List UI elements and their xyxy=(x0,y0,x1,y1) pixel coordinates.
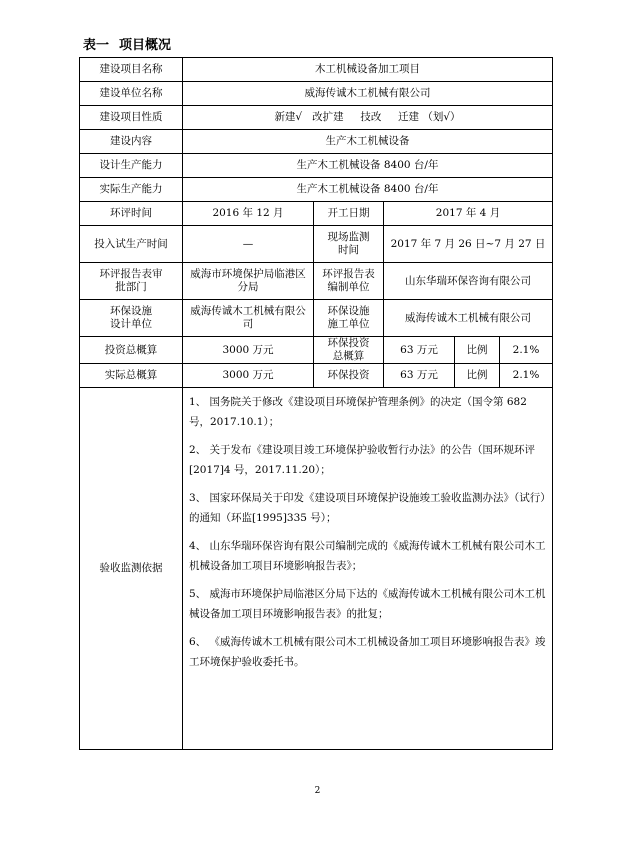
table-row xyxy=(80,300,553,337)
basis-item: 1、 国务院关于修改《建设项目环境保护管理条例》的决定（国令第 682 号，2017.10.1）； xyxy=(189,396,527,428)
value-cell: 威海传诚木工机械有限公司 xyxy=(183,82,553,106)
table-row xyxy=(80,226,553,263)
page-number: 2 xyxy=(314,786,321,796)
value-cell: 2.1% xyxy=(500,364,553,388)
value-cell: 威海传诚木工机械有限公司 xyxy=(183,300,314,337)
label-cell: 环保设施施工单位 xyxy=(314,300,384,337)
basis-label: 验收监测依据 xyxy=(80,388,183,750)
basis-item: 6、 《威海传诚木工机械有限公司木工机械设备加工项目环境影响报告表》竣工环境保护验收委托书。 xyxy=(189,636,546,668)
value-cell: 木工机械设备加工项目 xyxy=(183,58,553,82)
label-cell: 环保设施设计单位 xyxy=(80,300,183,337)
table-row xyxy=(80,178,553,202)
label-cell: 实际总概算 xyxy=(80,364,183,388)
basis-item: 4、 山东华瑞环保咨询有限公司编制完成的《威海传诚木工机械有限公司木工机械设备加工项目环境影响报告表》； xyxy=(189,540,546,572)
basis-item: 2、 关于发布《建设项目竣工环境保护验收暂行办法》的公告（国环规环评[2017]4 号，2017.11.20）； xyxy=(189,444,536,476)
value-cell: — xyxy=(183,226,314,263)
value-cell: 生产木工机械设备 8400 台/年 xyxy=(183,178,553,202)
value-cell: 3000 万元 xyxy=(183,337,314,364)
value-cell: 63 万元 xyxy=(384,337,455,364)
table-row xyxy=(80,106,553,130)
table-row xyxy=(80,58,553,82)
label-cell: 建设项目名称 xyxy=(80,58,183,82)
label-cell: 比例 xyxy=(455,337,500,364)
table-row xyxy=(80,202,553,226)
label-cell: 投资总概算 xyxy=(80,337,183,364)
label-cell: 建设单位名称 xyxy=(80,82,183,106)
table-row xyxy=(80,337,553,364)
label-cell: 比例 xyxy=(455,364,500,388)
table-number: 表一 xyxy=(83,38,110,53)
value-cell: 威海传诚木工机械有限公司 xyxy=(384,300,553,337)
table-row xyxy=(80,388,553,750)
label-cell: 建设项目性质 xyxy=(80,106,183,130)
basis-item: 5、 威海市环境保护局临港区分局下达的《威海传诚木工机械有限公司木工机械设备加工项目环境影响报告表》的批复； xyxy=(189,588,546,620)
label-cell: 环保投资总概算 xyxy=(314,337,384,364)
value-cell: 2016 年 12 月 xyxy=(183,202,314,226)
table-row xyxy=(80,130,553,154)
label-cell: 环评报告表编制单位 xyxy=(314,263,384,300)
label-cell: 实际生产能力 xyxy=(80,178,183,202)
project-overview-table xyxy=(79,57,553,750)
table-row xyxy=(80,154,553,178)
label-cell: 开工日期 xyxy=(314,202,384,226)
value-cell: 生产木工机械设备 xyxy=(183,130,553,154)
value-cell: 63 万元 xyxy=(384,364,455,388)
value-cell: 生产木工机械设备 8400 台/年 xyxy=(183,154,553,178)
table-title xyxy=(83,34,171,53)
label-cell: 现场监测时间 xyxy=(314,226,384,263)
value-cell: 2.1% xyxy=(500,337,553,364)
label-cell: 环评时间 xyxy=(80,202,183,226)
table-row xyxy=(80,263,553,300)
value-cell: 3000 万元 xyxy=(183,364,314,388)
value-cell: 2017 年 7 月 26 日~7 月 27 日 xyxy=(384,226,553,263)
label-cell: 建设内容 xyxy=(80,130,183,154)
basis-item: 3、 国家环保局关于印发《建设项目环境保护设施竣工验收监测办法》（试行）的通知（环监[1995]335 号）； xyxy=(189,492,546,524)
label-cell: 环保投资 xyxy=(314,364,384,388)
table-heading: 项目概况 xyxy=(119,38,172,53)
value-cell: 新建√ 改扩建 技改 迁建 （划√） xyxy=(183,106,553,130)
table-row xyxy=(80,82,553,106)
value-cell: 2017 年 4 月 xyxy=(384,202,553,226)
label-cell: 投入试生产时间 xyxy=(80,226,183,263)
basis-content xyxy=(183,388,553,750)
value-cell: 威海市环境保护局临港区分局 xyxy=(183,263,314,300)
table-row xyxy=(80,364,553,388)
label-cell: 环评报告表审批部门 xyxy=(80,263,183,300)
value-cell: 山东华瑞环保咨询有限公司 xyxy=(384,263,553,300)
label-cell: 设计生产能力 xyxy=(80,154,183,178)
